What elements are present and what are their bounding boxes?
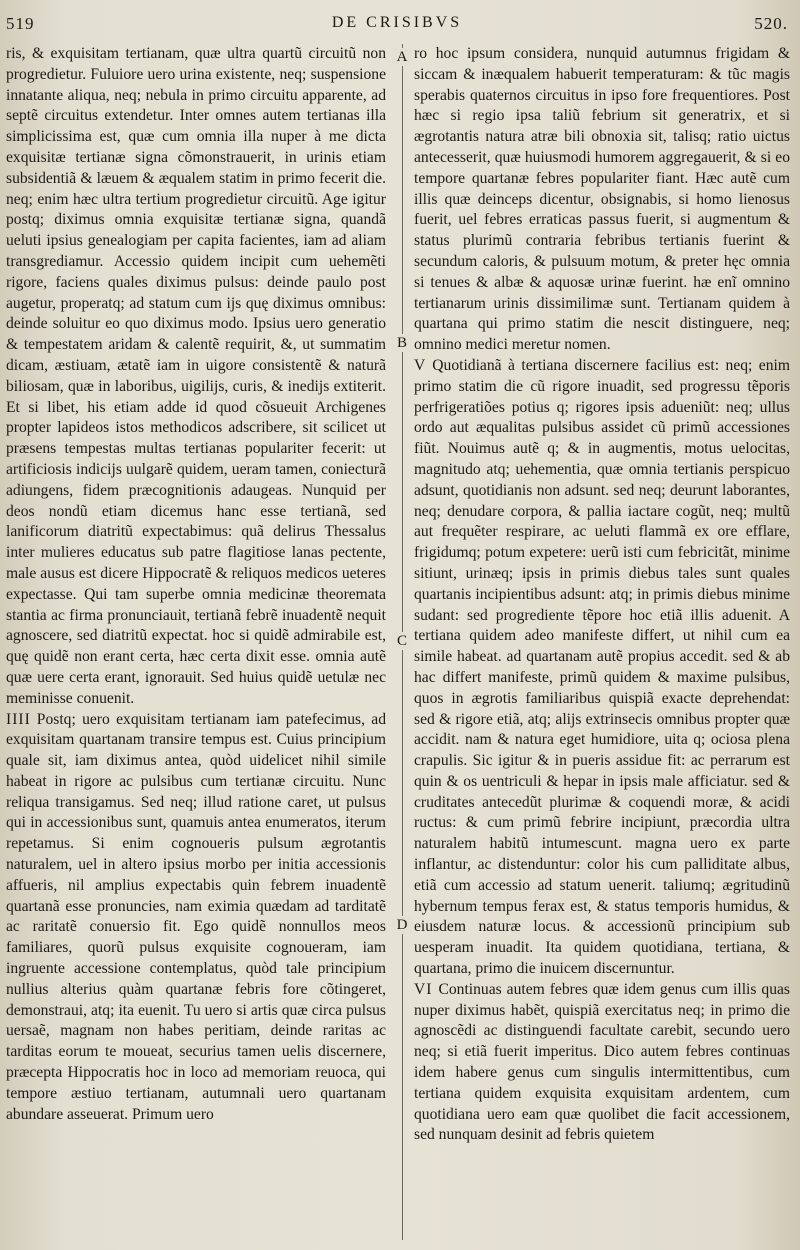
section-number: V	[414, 356, 427, 374]
paragraph: ro hoc ipsum considera, nunquid autumnus frigidam & siccam & inæqualem habuerit temperaturam: & tũc magis sperabis quaternos circuitus in ipso fore frequentiores. Post hæc si regio ipsa taliũ febrium sit generatrix, et si ægrotantis natura atræ bili obnoxia sit, talisq; ratio uictus antecesserit, quæ huiusmodi humorem aggregauerit, & si eo tempore quartanæ febres populariter fiant. Hæc autẽ cum illis quæ deinceps dicentur, obsignabis, si homo lienosus fuerit, uel febres erraticas passus fuerit, si augmentum & status plurimũ contraria febribus tertianis fuerint & secundum caloris, & pulsuum motum, & preter hęc omnia si tenues & albæ & aquosæ urinæ fuerint. hæ enĩ omnino tertianarum urinis dissimilimæ sunt. Tertianam quidem à quartana qui primo statim die nescit distinguere, neq; omnino medici meretur nomen.	[414, 45, 790, 354]
paragraph-text: Continuas autem febres quæ idem genus cum illis quas nuper diximus habẽt, quispiã exercitatus neq; in primo die agnoscẽdi ac distinguendi facultate carebit, secundo uero neq; si etiã fuerit imperitus. Dico autem febres continuas idem habere genus cum singulis intermittentibus, cum tertiana quidem exquisita exquisitam ardentem, cum quotidiana uero eam quæ quolibet die facit accessionem, sed nunquam desinit ad febris quietem	[414, 980, 790, 1144]
page-number-right: 520.	[754, 14, 788, 33]
section-number: VI	[414, 980, 433, 998]
page-number-left: 519	[6, 14, 35, 33]
left-text-column	[6, 44, 386, 1240]
margin-letter-d: D	[392, 916, 412, 934]
margin-letter-b: B	[392, 334, 412, 352]
page-header	[6, 14, 788, 44]
center-gutter	[392, 44, 412, 1240]
section-number: IIII	[6, 710, 31, 728]
margin-letter-a: A	[392, 48, 412, 66]
right-text-column	[414, 44, 790, 1240]
section-paragraph	[414, 356, 790, 980]
margin-letter-c: C	[392, 632, 412, 650]
running-title: DE CRISIBVS	[331, 14, 463, 31]
section-paragraph	[414, 980, 790, 1146]
section-paragraph	[6, 710, 386, 1126]
paragraph-text: Quotidianã à tertiana discernere facilius est: neq; enim primo statim die cũ rigore inuadit, sed progressu tẽporis perfrigeratiões potius q; rigores ipsis adueniũt: neq; ullus ordo aut æqualitas pulsibus assidet cũ primũ accessiones fiũt. Nouimus autẽ q; & in augmentis, motus uelocitas, magnitudo atq; uehementia, quæ omnia tertianis perspicuo adsunt, quotidianis non adsunt. sed neq; deurunt laborantes, neq; denudare corpora, & pallia iactare cogũt, neq; multũ aut frequẽter respirare, ac ueluti flammã ex ore efflare, frigidumq; potum expetere: uerũ isti cum febricitãt, minime sitiunt, urinæq; ipsis in primis diebus tales sunt quales quartanis incipientibus adsunt: atq; in primis diebus minime sudant: sed progrediente tẽpore hoc etiã illis aduenit. A tertiana quidem adeo manifeste differt, ut nihil cum ea simile habeat. ad quartanam autẽ propius accedit. sed & ab hac differt manifeste, primũ quidem & maxime pulsibus, quos in ægrotis familiaribus quispiã exacte deprehendat: sed & rigore etiã, atq; alijs extrinsecis omnibus propter quæ accidit. nam & natura eget humidiore, uita q; ociosa plena crapulis. Sic igitur & in pueris assidue fit: ac perrarum est quin & os uentriculi & hepar in ipsis male afficiatur. sed & cruditates antecedũt plurimæ & coquendi moræ, & acidi ructus: & cum primũ febrire incipiunt, præcordia ultra naturalem habitũ intumescunt. magna uero ex parte inflantur, ac distenduntur: color his cum palliditate albus, etiã cum accessio ad statum uenerit. taliumq; ægritudinũ hybernum tempus ferax est, & status temporis humidus, & eiusdem naturæ locus. & accessionũ principium sub uesperam inuadit. Ita quidem quotidiana, tertiana, & quartana, primo die inuicem discernuntur.	[414, 356, 790, 978]
paragraph-text: Postq; uero exquisitam tertianam iam patefecimus, ad exquisitam quartanam transire tempus est. Cuius principium quale sit, iam diximus antea, quòd uidelicet nihil simile habeat in rigore ac pulsibus cum tertianæ circuitu. Nunc reliqua transigamus. Sed neq; illud ratione caret, ut pulsus qui in accessionibus sunt, quamuis antea enumeratos, iterum repetamus. Si enim cognoueris pulsum ægrotantis naturalem, uel in altero ipsius morbo per initia accessionis affueris, nil amplius expectabis quin febrem inuadentẽ quartanã esse pronuncies, nam eximia quædam ad tarditatẽ ac raritatẽ conuersio fit. Ego quidẽ nonnullos meos familiares, quorũ pulsus exquisite cognoueram, iam ingruente accessione contemplatus, quòd tale principium nullius alterius quàm quartanæ febris fore cõtingeret, demonstraui, atq; ita euenit. Tu uero si artis quæ circa pulsus uersaẽ, magnam non habes peritiam, deinde raritas ac tarditas eorum te moueat, securius tamen uelis discernere, præcepta Hippocratis hoc in loco ad memoriam reuoca, qui tempore æstiuo tertianam, autumnali uero quartanam abundare asseuerat. Primum uero	[6, 710, 386, 1123]
paragraph: ris, & exquisitam tertianam, quæ ultra quartũ circuitũ non progredietur. Fuluiore uero urina existente, neq; suspensione innatante aliqua, neq; nebula in primo circuitu apparente, ad septẽ circuitus extendetur. Inter omnes autem tertianas illa simplicissima est, quæ cum omnia illa nuper à me dicta exquisitæ tertianæ signa cõmonstrauerit, in urinis etiam subsidentiã & læuem & æqualem statim in primo fecerit die. neq; enim hæc ultra tertium progredietur circuitũ. Age igitur postq; diximus omnia exquisitæ tertianæ signa, quandã ueluti ipsius genealogiam per capita facientes, iam ad aliam transgrediamur. Accessio quidem incipit cum uehemẽti rigore, faciens quales diximus pulsus: deinde paulo post augetur, properatq; ad statum cum ijs quę diximus omnibus: deinde soluitur eo quo diximus modo. Ipsius uero generatio & tempestatem aridam & calentẽ requirit, &, ut summatim dicam, æstiuam, ætatẽ iam in uigore consistentẽ & naturã biliosam, quæ in laboribus, uigilijs, curis, & inedijs extiterit. Et si libet, his etiam adde id quod cõsueuit Archigenes propter lapideos istos methodicos adscribere, sit scilicet ut præsens tempestas multas tertianas populariter fecerit: ut artificiosis indicijs uulgarẽ quidem, ueram tamen, coniecturã adiungens, fidem præcognitionis adaugeas. Nunquid per deos nondũ etiam dicemus hanc esse tertianã, sed lanificorum diatritũ expectabimus: quã delirus Thessalus inter mulieres educatus sub patre flagitiose lanas pectente, male ausus est dicere Hippocratẽ & reliquos medicos ueteres expectasse. Qui tam superbe omnia medicinæ theoremata stantia ac firma pronunciauit, tertianã febrẽ inuadentẽ nequit agnoscere, sed diatritũ expectat. hoc si quidẽ admirabile est, quę quidẽ non erant certa, hæc certa dixit esse. omnia autẽ quæ uere certa erant, ignorauit. Sed huius quidẽ uetulæ nec meminisse conuenit.	[6, 45, 386, 707]
